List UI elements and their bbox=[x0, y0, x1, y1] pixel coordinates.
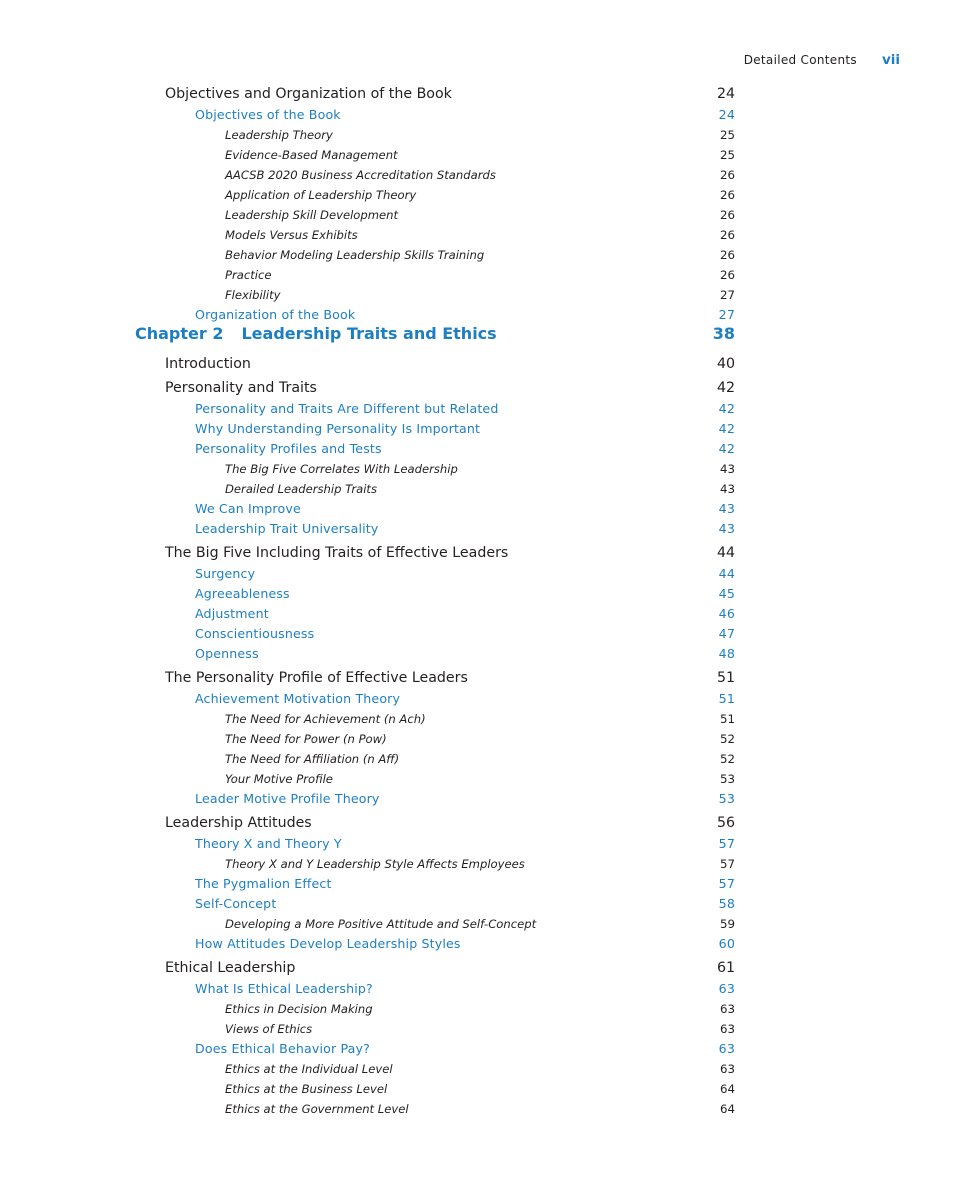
subsubsection-entry bbox=[0, 460, 960, 480]
entry-title[interactable]: Achievement Motivation Theory bbox=[195, 691, 401, 706]
subsection-entry bbox=[0, 935, 960, 955]
entry-title: Behavior Modeling Leadership Skills Training bbox=[225, 248, 485, 262]
entry-page-number: 43 bbox=[718, 521, 735, 536]
subsubsection-entry bbox=[0, 710, 960, 730]
running-head bbox=[744, 52, 900, 70]
entry-page-number: 63 bbox=[718, 1041, 735, 1056]
entry-title[interactable]: Adjustment bbox=[195, 606, 269, 621]
entry-title: Practice bbox=[225, 268, 272, 282]
entry-title: Flexibility bbox=[225, 288, 281, 302]
entry-title[interactable]: Objectives of the Book bbox=[195, 107, 341, 122]
entry-page-number: 25 bbox=[719, 128, 735, 142]
entry-title[interactable]: Leader Motive Profile Theory bbox=[195, 791, 380, 806]
entry-page-number: 25 bbox=[719, 148, 735, 162]
entry-title[interactable]: Surgency bbox=[195, 566, 256, 581]
entry-title: Theory X and Y Leadership Style Affects Employees bbox=[225, 857, 525, 871]
chapter-heading bbox=[0, 326, 960, 347]
subsection-entry bbox=[0, 500, 960, 520]
entry-page-number: 63 bbox=[718, 981, 735, 996]
entry-page-number: 46 bbox=[718, 606, 735, 621]
section-entry bbox=[0, 955, 960, 980]
entry-title: Personality and Traits bbox=[165, 380, 317, 396]
entry-page-number: 42 bbox=[716, 380, 735, 396]
entry-title[interactable]: Leadership Trait Universality bbox=[195, 521, 379, 536]
entry-title[interactable]: Agreeableness bbox=[195, 586, 290, 601]
entry-title: Ethics in Decision Making bbox=[225, 1002, 373, 1016]
entry-title: Evidence-Based Management bbox=[225, 148, 398, 162]
entry-title[interactable]: What Is Ethical Leadership? bbox=[195, 981, 373, 996]
subsection-entry bbox=[0, 895, 960, 915]
section-entry bbox=[0, 665, 960, 690]
entry-page-number: 45 bbox=[718, 586, 735, 601]
subsection-entry bbox=[0, 835, 960, 855]
subsection-entry bbox=[0, 106, 960, 126]
subsubsection-entry bbox=[0, 166, 960, 186]
entry-title: Leadership Theory bbox=[225, 128, 333, 142]
entry-title[interactable]: Personality and Traits Are Different but Related bbox=[195, 401, 499, 416]
entry-title: Developing a More Positive Attitude and Self-Concept bbox=[225, 917, 537, 931]
subsection-entry bbox=[0, 585, 960, 605]
entry-page-number: 57 bbox=[719, 857, 735, 871]
section-entry bbox=[0, 86, 960, 106]
subsection-entry bbox=[0, 306, 960, 326]
entry-title[interactable]: Conscientiousness bbox=[195, 626, 315, 641]
entry-title: The Need for Achievement (n Ach) bbox=[225, 712, 426, 726]
entry-page-number: 47 bbox=[718, 626, 735, 641]
entry-page-number: 26 bbox=[719, 188, 735, 202]
subsection-entry bbox=[0, 690, 960, 710]
entry-title[interactable]: We Can Improve bbox=[195, 501, 301, 516]
entry-page-number: 63 bbox=[719, 1062, 735, 1076]
entry-title: Your Motive Profile bbox=[225, 772, 333, 786]
subsubsection-entry bbox=[0, 1100, 960, 1120]
entry-title[interactable]: Personality Profiles and Tests bbox=[195, 441, 382, 456]
entry-page-number: 51 bbox=[719, 712, 735, 726]
subsubsection-entry bbox=[0, 206, 960, 226]
subsubsection-entry bbox=[0, 246, 960, 266]
entry-page-number: 26 bbox=[719, 228, 735, 242]
entry-page-number: 51 bbox=[716, 670, 735, 686]
entry-title: The Big Five Including Traits of Effective Leaders bbox=[165, 545, 509, 561]
entry-page-number: 44 bbox=[718, 566, 735, 581]
subsection-entry bbox=[0, 625, 960, 645]
subsection-entry bbox=[0, 520, 960, 540]
entry-page-number: 42 bbox=[718, 401, 735, 416]
entry-title[interactable]: Openness bbox=[195, 646, 259, 661]
entry-title: The Big Five Correlates With Leadership bbox=[225, 462, 458, 476]
entry-page-number: 27 bbox=[719, 288, 735, 302]
chapter-title: Leadership Traits and Ethics bbox=[241, 324, 497, 343]
subsection-entry bbox=[0, 1040, 960, 1060]
entry-page-number: 52 bbox=[719, 732, 735, 746]
subsubsection-entry bbox=[0, 1080, 960, 1100]
entry-page-number: 57 bbox=[718, 876, 735, 891]
entry-page-number: 63 bbox=[719, 1022, 735, 1036]
entry-title: Leadership Attitudes bbox=[165, 815, 312, 831]
subsubsection-entry bbox=[0, 750, 960, 770]
subsection-entry bbox=[0, 980, 960, 1000]
entry-page-number: 42 bbox=[718, 441, 735, 456]
entry-title[interactable]: The Pygmalion Effect bbox=[195, 876, 332, 891]
entry-page-number: 61 bbox=[716, 960, 735, 976]
entry-title[interactable]: Organization of the Book bbox=[195, 307, 356, 322]
entry-title[interactable] bbox=[135, 324, 497, 343]
entry-title: Ethical Leadership bbox=[165, 960, 296, 976]
subsubsection-entry bbox=[0, 126, 960, 146]
entry-title: Ethics at the Government Level bbox=[225, 1102, 409, 1116]
entry-page-number: 51 bbox=[718, 691, 735, 706]
subsection-entry bbox=[0, 565, 960, 585]
entry-page-number: 43 bbox=[719, 482, 735, 496]
entry-page-number: 60 bbox=[718, 936, 735, 951]
entry-page-number: 43 bbox=[719, 462, 735, 476]
subsubsection-entry bbox=[0, 1020, 960, 1040]
section-entry bbox=[0, 376, 960, 400]
table-of-contents bbox=[0, 86, 960, 1120]
entry-page-number: 53 bbox=[719, 772, 735, 786]
entry-page-number: 63 bbox=[719, 1002, 735, 1016]
entry-title: Objectives and Organization of the Book bbox=[165, 86, 452, 102]
entry-page-number: 64 bbox=[719, 1082, 735, 1096]
entry-page-number: 26 bbox=[719, 168, 735, 182]
entry-title: Leadership Skill Development bbox=[225, 208, 399, 222]
entry-title[interactable]: How Attitudes Develop Leadership Styles bbox=[195, 936, 461, 951]
entry-page-number: 38 bbox=[712, 324, 735, 343]
entry-title: AACSB 2020 Business Accreditation Standards bbox=[225, 168, 496, 182]
section-entry bbox=[0, 540, 960, 565]
entry-title: Derailed Leadership Traits bbox=[225, 482, 378, 496]
entry-page-number: 26 bbox=[719, 268, 735, 282]
entry-title: The Need for Power (n Pow) bbox=[225, 732, 387, 746]
subsubsection-entry bbox=[0, 1000, 960, 1020]
entry-title[interactable]: Does Ethical Behavior Pay? bbox=[195, 1041, 370, 1056]
subsubsection-entry bbox=[0, 915, 960, 935]
subsubsection-entry bbox=[0, 286, 960, 306]
page-number: vii bbox=[881, 52, 900, 68]
entry-page-number: 53 bbox=[718, 791, 735, 806]
entry-page-number: 42 bbox=[718, 421, 735, 436]
entry-title[interactable]: Theory X and Theory Y bbox=[195, 836, 342, 851]
entry-title[interactable]: Why Understanding Personality Is Important bbox=[195, 421, 481, 436]
entry-page-number: 27 bbox=[718, 307, 735, 322]
running-head-label: Detailed Contents bbox=[743, 53, 857, 67]
subsubsection-entry bbox=[0, 1060, 960, 1080]
subsubsection-entry bbox=[0, 730, 960, 750]
section-entry bbox=[0, 810, 960, 835]
entry-page-number: 48 bbox=[718, 646, 735, 661]
subsubsection-entry bbox=[0, 186, 960, 206]
entry-page-number: 64 bbox=[719, 1102, 735, 1116]
subsubsection-entry bbox=[0, 146, 960, 166]
subsection-entry bbox=[0, 790, 960, 810]
subsection-entry bbox=[0, 875, 960, 895]
subsection-entry bbox=[0, 400, 960, 420]
entry-page-number: 57 bbox=[718, 836, 735, 851]
entry-page-number: 52 bbox=[719, 752, 735, 766]
subsubsection-entry bbox=[0, 855, 960, 875]
entry-page-number: 26 bbox=[719, 248, 735, 262]
entry-title: Ethics at the Business Level bbox=[225, 1082, 388, 1096]
subsubsection-entry bbox=[0, 226, 960, 246]
entry-title[interactable]: Self-Concept bbox=[195, 896, 277, 911]
subsection-entry bbox=[0, 605, 960, 625]
entry-page-number: 26 bbox=[719, 208, 735, 222]
entry-title: Application of Leadership Theory bbox=[225, 188, 417, 202]
subsection-entry bbox=[0, 440, 960, 460]
entry-page-number: 59 bbox=[719, 917, 735, 931]
entry-title: Introduction bbox=[165, 356, 251, 372]
entry-page-number: 24 bbox=[718, 107, 735, 122]
entry-title: Views of Ethics bbox=[225, 1022, 313, 1036]
entry-page-number: 58 bbox=[718, 896, 735, 911]
entry-title: The Need for Affiliation (n Aff) bbox=[225, 752, 400, 766]
entry-title: Ethics at the Individual Level bbox=[225, 1062, 393, 1076]
entry-page-number: 56 bbox=[716, 815, 735, 831]
subsubsection-entry bbox=[0, 480, 960, 500]
entry-title: Models Versus Exhibits bbox=[225, 228, 358, 242]
chapter-number: Chapter 2 bbox=[135, 324, 224, 343]
subsubsection-entry bbox=[0, 770, 960, 790]
entry-page-number: 44 bbox=[716, 545, 735, 561]
entry-page-number: 40 bbox=[716, 356, 735, 372]
subsubsection-entry bbox=[0, 266, 960, 286]
section-entry bbox=[0, 347, 960, 376]
entry-page-number: 43 bbox=[718, 501, 735, 516]
entry-page-number: 24 bbox=[716, 86, 735, 102]
entry-title: The Personality Profile of Effective Leaders bbox=[165, 670, 468, 686]
subsection-entry bbox=[0, 645, 960, 665]
subsection-entry bbox=[0, 420, 960, 440]
